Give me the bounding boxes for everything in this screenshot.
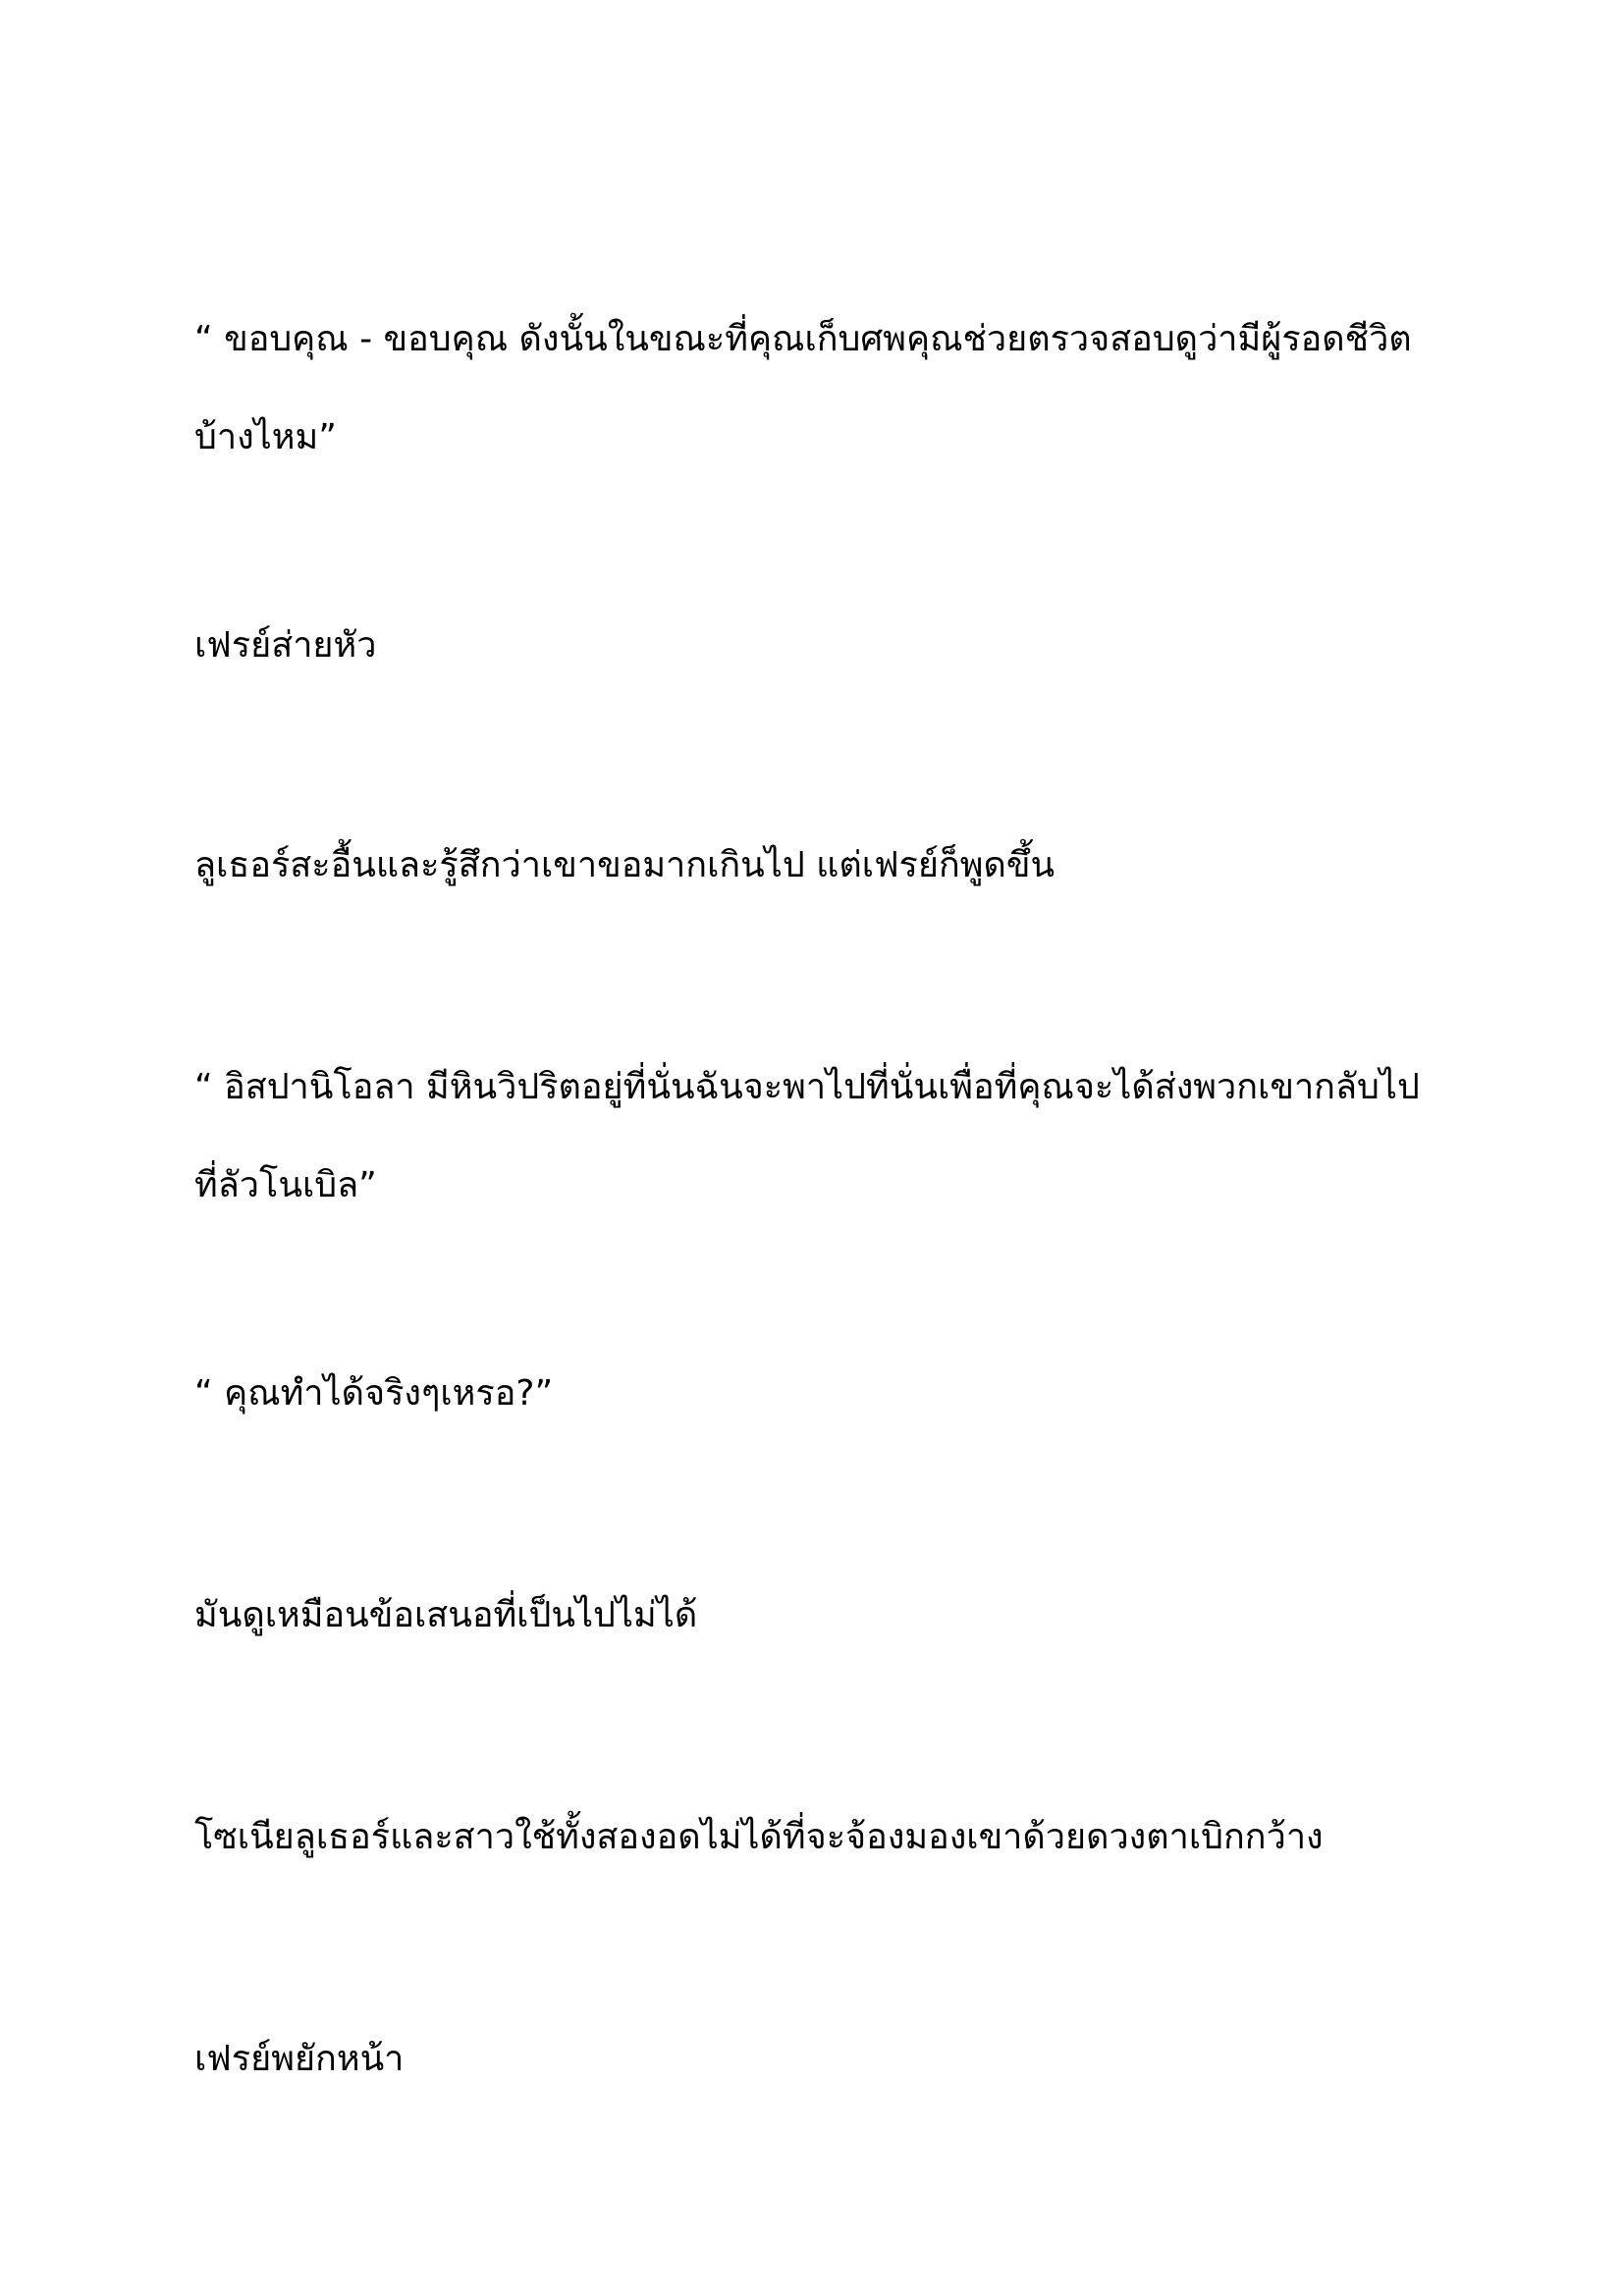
- paragraph-dialogue-thanks: “ ขอบคุณ - ขอบคุณ ดังนั้นในขณะที่คุณเก็บศพคุณช่วยตรวจสอบดูว่ามีผู้รอดชีวิตบ้างไหม”: [194, 319, 1412, 457]
- paragraph-luther-sobs: ลูเธอร์สะอื้นและรู้สึกว่าเขาขอมากเกินไป แต่เฟรย์ก็พูดขึ้น: [194, 845, 1056, 885]
- paragraph-dialogue-really: “ คุณทำได้จริงๆเหรอ?”: [194, 1373, 554, 1414]
- paragraph-frey-shakes-head: เฟรย์ส่ายหัว: [194, 625, 377, 666]
- paragraph-impossible-offer: มันดูเหมือนข้อเสนอที่เป็นไปไม่ได้: [194, 1595, 698, 1635]
- paragraph-dialogue-hispaniola: “ อิสปานิโอลา มีหินวิปริตอยู่ที่นั่นฉันจะพาไปที่นั่นเพื่อที่คุณจะได้ส่งพวกเขากลับไปที่ลัวโนเบิล”: [194, 1067, 1420, 1205]
- paragraph-frey-nods: เฟรย์พยักหน้า: [194, 2039, 405, 2079]
- paragraph-sonia-stares: โซเนียลูเธอร์และสาวใช้ทั้งสองอดไม่ได้ที่จะจ้องมองเขาด้วยดวงตาเบิกกว้าง: [194, 1817, 1324, 1857]
